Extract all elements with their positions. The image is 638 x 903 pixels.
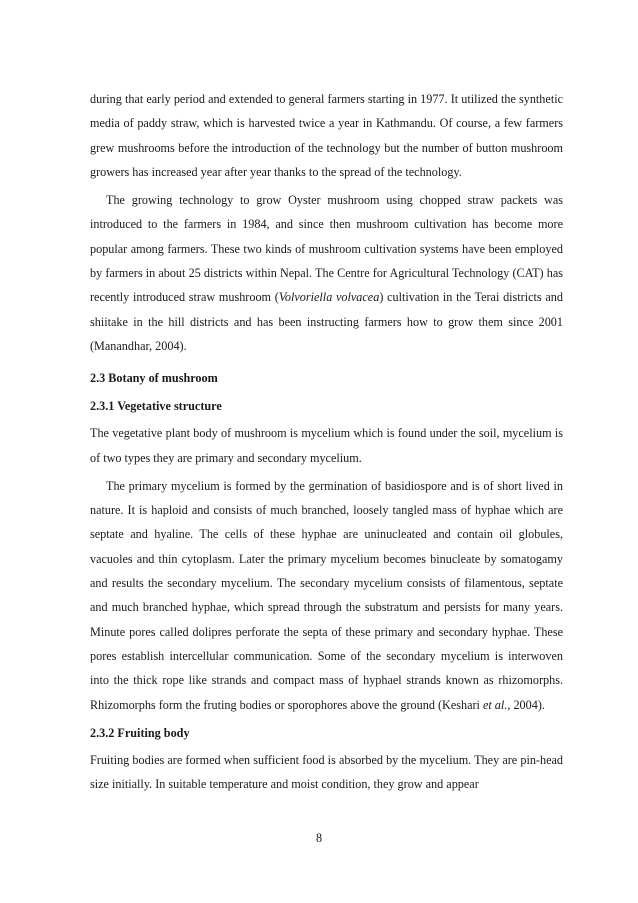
paragraph-intro-continuation: during that early period and extended to general farmers starting in 1977. It utilized the synthetic media of paddy straw, which is harvested twice a year in Kathmandu. Of course, a few farmers grew mushrooms before the introduction of the technology but the number of button mushroom growers has increased year after year thanks to the spread of the technology. (90, 92, 563, 179)
paragraph-text: 2004). (510, 697, 545, 712)
paragraph-text: ) cultivation in the Terai districts and shiitake in the hill districts and has been instructing farmers how to grow them since 2001 (Manandhar, 2004). (90, 290, 563, 353)
subsection-heading-fruiting-body: 2.3.2 Fruiting body (90, 725, 190, 740)
subsection-heading-vegetative-structure: 2.3.1 Vegetative structure (90, 399, 222, 414)
paragraph-oyster-mushroom (90, 188, 563, 358)
citation-italic: et al., (482, 697, 511, 712)
paragraph-text: The growing technology to grow Oyster mushroom using chopped straw packets was introduced to the farmers in 1984, and since then mushroom cultivation has become more popular among farmers. These two kinds of mushroom cultivation systems have been employed by farmers in about 25 districts within Nepal. The Centre for Agricultural Technology (CAT) has recently introduced straw mushroom ( (90, 193, 563, 305)
paragraph-primary-mycelium (90, 474, 563, 717)
species-name-italic: Volvoriella volvacea (278, 290, 380, 305)
paragraph-fruiting-bodies: Fruiting bodies are formed when sufficient food is absorbed by the mycelium. They are pin-head size initially. In suitable temperature and moist condition, they grow and appear (90, 752, 563, 792)
paragraph-text: The primary mycelium is formed by the germination of basidiospore and is of short lived in nature. It is haploid and consists of much branched, loosely tangled mass of hyphae which are septate and hyaline. The cells of these hyphae are uninucleated and contain oil globules, vacuoles and thin cytoplasm. Later the primary mycelium becomes binucleate by somatogamy and results the secondary mycelium. The secondary mycelium consists of filamentous, septate and much branched hyphae, which spread through the substratum and persists for many years. Minute pores called dolipres perforate the septa of these primary and secondary hyphae. These pores establish intercellular communication. Some of the secondary mycelium is interwoven into the thick rope like strands and compact mass of hyphael strands known as rhizomorphs. Rhizomorphs form the fruting bodies or sporophores above the ground (Keshari (90, 478, 563, 712)
section-heading-botany: 2.3 Botany of mushroom (90, 371, 218, 386)
page-number: 8 (315, 831, 323, 845)
paragraph-mycelium-types: The vegetative plant body of mushroom is mycelium which is found under the soil, mycelium is of two types they are primary and secondary mycelium. (90, 426, 563, 465)
